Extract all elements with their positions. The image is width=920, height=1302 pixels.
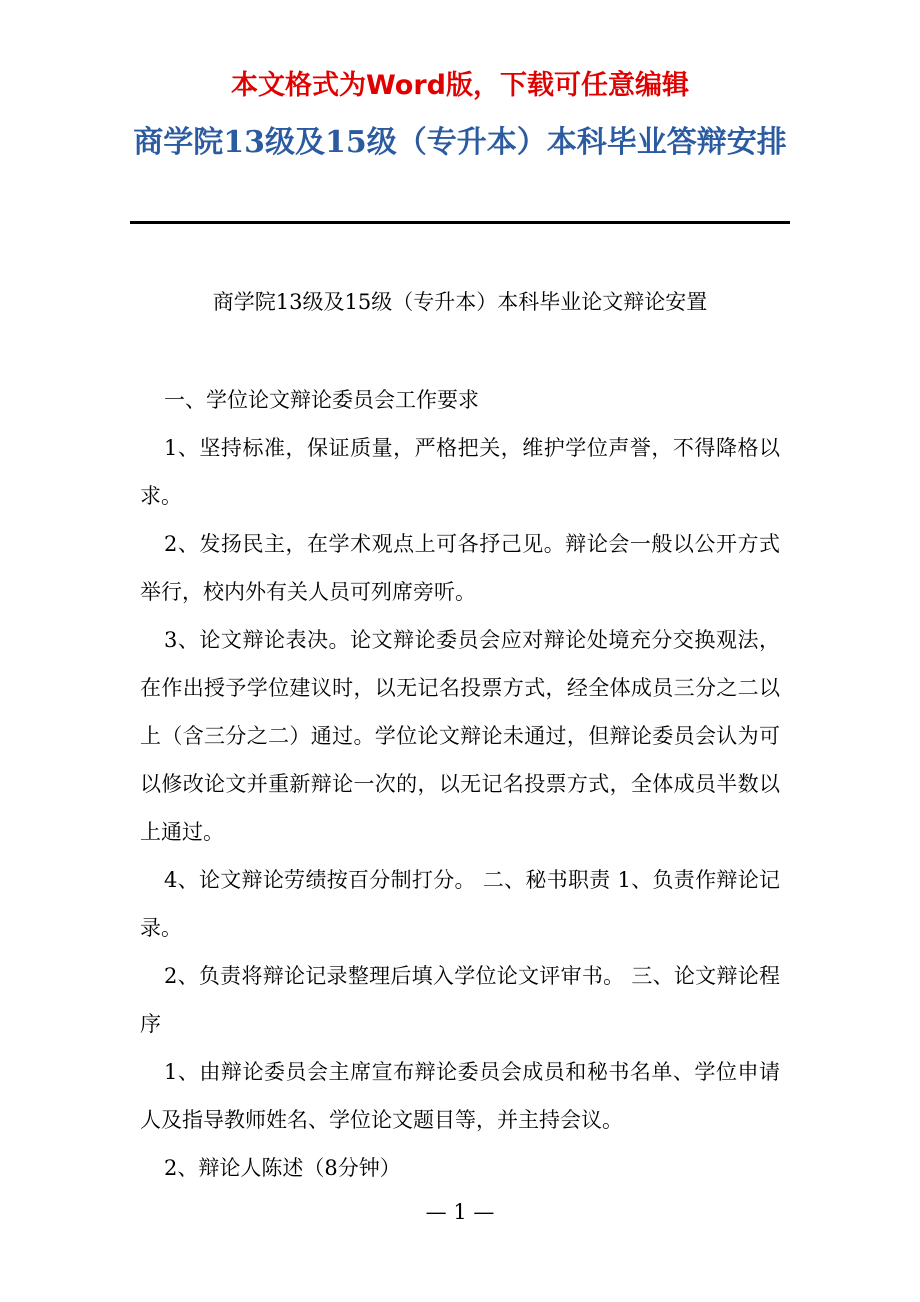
- paragraph: 3、论文辩论表决。论文辩论委员会应对辩论处境充分交换观法，在作出授予学位建议时，以无记名投票方式，经全体成员三分之二以上（含三分之二）通过。学位论文辩论未通过，但辩论委员会认为可以修改论文并重新辩论一次的，以无记名投票方式，全体成员半数以上通过。: [140, 628, 780, 844]
- paragraph: 2、负责将辩论记录整理后填入学位论文评审书。 三、论文辩论程序: [140, 964, 780, 1036]
- document-body: [140, 376, 780, 1192]
- document-subtitle: 商学院13级及15级（专升本）本科毕业论文辩论安置: [212, 290, 708, 314]
- page-number: — 1 —: [425, 1200, 495, 1224]
- section-heading: 一、学位论文辩论委员会工作要求: [164, 388, 479, 412]
- paragraph: 4、论文辩论劳绩按百分制打分。 二、秘书职责 1、负责作辩论记录。: [140, 868, 780, 940]
- paragraph: 1、由辩论委员会主席宣布辩论委员会成员和秘书名单、学位申请人及指导教师姓名、学位论文题目等，并主持会议。: [140, 1060, 780, 1132]
- title-divider: [130, 221, 790, 224]
- paragraph: 2、辩论人陈述（8分钟）: [164, 1156, 401, 1180]
- format-banner: 本文格式为Word版，下载可任意编辑: [230, 70, 689, 101]
- paragraph: 1、坚持标准，保证质量，严格把关，维护学位声誉，不得降格以求。: [140, 436, 780, 508]
- paragraph: 2、发扬民主，在学术观点上可各抒己见。辩论会一般以公开方式举行，校内外有关人员可列席旁听。: [140, 532, 780, 604]
- document-title: 商学院13级及15级（专升本）本科毕业答辩安排: [133, 125, 787, 160]
